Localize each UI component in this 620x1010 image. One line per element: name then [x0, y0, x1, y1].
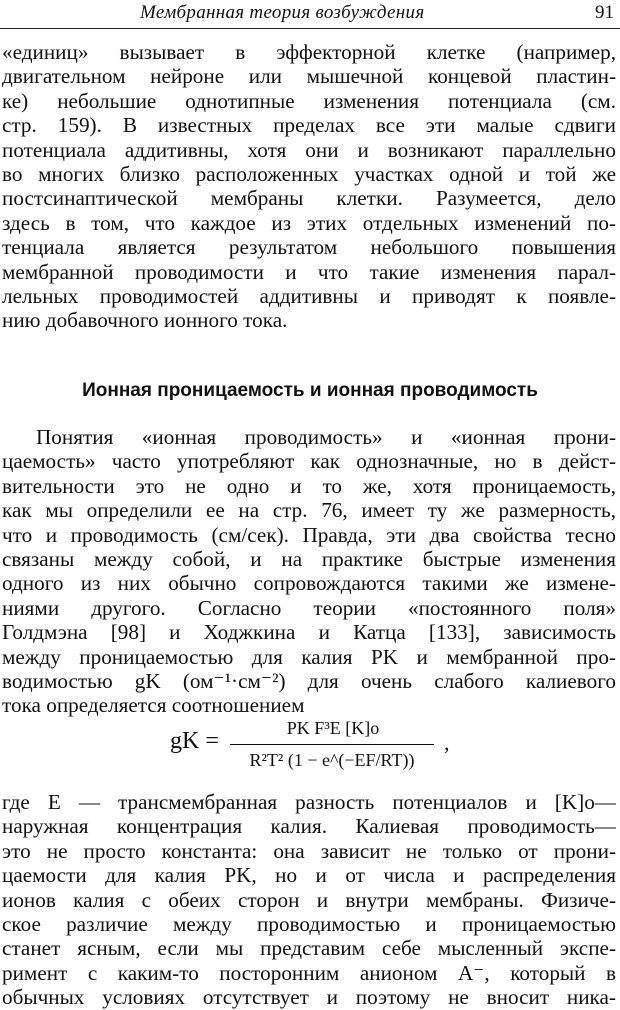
text-line: ниями другого. Согласно теории «постоянного поля»: [2, 595, 616, 620]
text-line: ионов калия с обеих сторон и внутри мембраны. Физиче-: [2, 887, 616, 912]
text-line: обычных условиях отсутствует и поэтому не вносит ника-: [2, 985, 616, 1010]
text-line: одного из них обычно сопровождаются такими же измене-: [2, 571, 616, 596]
text-line: ке) небольшие однотипные изменения потенциала (см.: [2, 88, 616, 113]
text-line: станет ясным, если мы представим себе мысленный экспе-: [2, 936, 616, 961]
text-line: лельных проводимостей аддитивны и приводят к появле-: [2, 283, 616, 308]
text-line: во многих близко расположенных участках одной и той же: [2, 161, 616, 186]
text-line: «единиц» вызывает в эффекторной клетке (например,: [2, 40, 616, 64]
text-line: мембранной проводимости и что такие изменения парал-: [2, 259, 616, 284]
page-number: 91: [595, 2, 614, 23]
section-heading: Ионная проницаемость и ионная проводимость: [82, 380, 538, 401]
text-line: между проницаемостью для калия PK и мембранной про-: [2, 644, 616, 669]
text-line: римент с каким-то посторонним анионом A⁻, который в: [2, 960, 616, 985]
text-line: стр. 159). В известных пределах все эти малые сдвиги: [2, 113, 616, 138]
text-line: потенциала аддитивны, хотя они и возникают параллельно: [2, 137, 616, 162]
text-line: двигательном нейроне или мышечной концевой пластин-: [2, 64, 616, 89]
text-line: водимостью gK (ом⁻¹·см⁻²) для очень слабого калиевого: [2, 668, 616, 693]
text-line: тенциала является результатом небольшого повышения: [2, 235, 616, 260]
conductance-formula: [170, 716, 470, 776]
text-line: цаемость» часто употребляют как однозначные, но в дейст-: [2, 449, 616, 474]
text-line: ское различие между проводимостью и проницаемостью: [2, 911, 616, 936]
running-title: Мембранная теория возбуждения: [140, 2, 425, 23]
text-line: как мы определили ее на стр. 76, имеет ту же размерность,: [2, 498, 616, 523]
formula-numerator: PK F³E [K]o: [286, 718, 380, 738]
text-line: постсинаптической мембраны клетки. Разумеется, дело: [2, 186, 616, 211]
text-line: где E — трансмембранная разность потенциалов и [K]o—: [2, 790, 616, 814]
formula-comma: ,: [444, 730, 450, 755]
text-line: наружная концентрация калия. Калиевая проводимость—: [2, 814, 616, 839]
text-line: здесь в том, что каждое из этих отдельных изменений по-: [2, 210, 616, 235]
text-line: тока определяется соотношением: [2, 693, 305, 718]
paragraph-1: [2, 40, 616, 333]
page-header: [0, 0, 620, 29]
text-line: связаны между собой, и на практике быстрые изменения: [2, 546, 616, 571]
formula-denominator: R²T² (1 − e^(−EF/RT)): [249, 750, 415, 770]
paragraph-3: [2, 790, 616, 1010]
text-line: это не просто константа: она зависит не только от прони-: [2, 838, 616, 863]
text-line: цаемости для калия PK, но и от числа и распределения: [2, 863, 616, 888]
paragraph-2: [2, 425, 616, 718]
text-line: Понятия «ионная проводимость» и «ионная прони-: [36, 425, 616, 449]
text-line: нию добавочного ионного тока.: [2, 308, 288, 333]
formula-lhs: gK =: [170, 728, 219, 754]
text-line: Голдмэна [98] и Ходжкина и Катца [133], зависимость: [2, 620, 616, 645]
text-line: что и проводимость (см/сек). Правда, эти два свойства тесно: [2, 522, 616, 547]
fraction-bar: [230, 744, 434, 745]
text-line: вительности это не одно и то же, хотя проницаемость,: [2, 473, 616, 498]
